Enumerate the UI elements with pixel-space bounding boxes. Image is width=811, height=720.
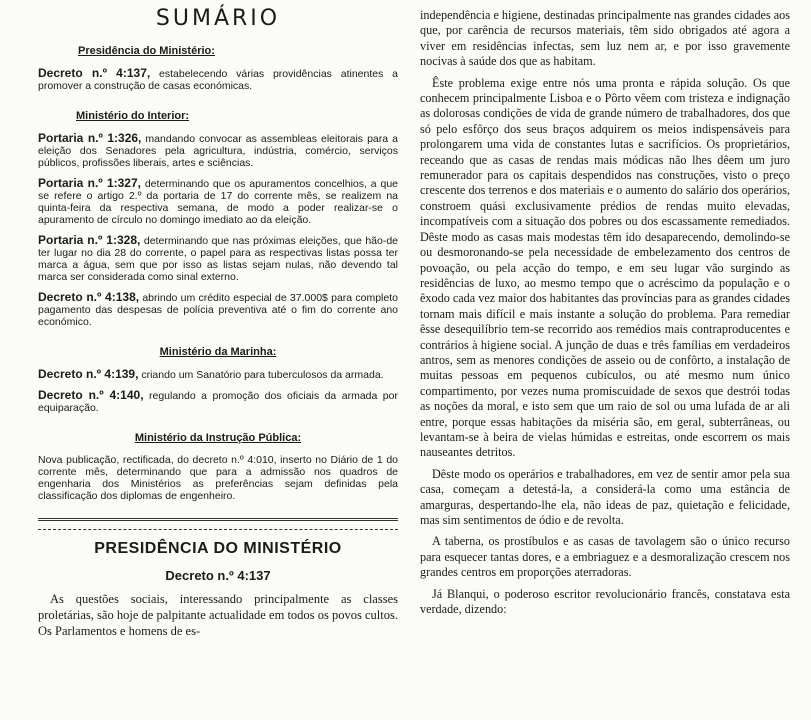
entry-text: estabelecendo várias providências atinentes a promover a construção de casas económicas. xyxy=(38,68,398,92)
decree-title: Decreto n.º 4:137 xyxy=(165,568,271,583)
article-column xyxy=(420,8,790,623)
entry-text: mandando convocar as assembleas eleitorais para a eleição dos Senadores pela agricultura, indústria, comércio, serviços públicos, profissões liberais, artes e sciências. xyxy=(38,133,398,169)
entry-text: determinando que os apuramentos concelhios, a que se refere o artigo 2.º da portaria de 17 do corrente mês, se realizem na quinta-feira da respectiva semana, de modo a poder realizar-se o apuramento de círculo no domingo imediato ao da eleição. xyxy=(38,178,398,226)
entry-text: regulando a promoção dos oficiais da armada por equiparação. xyxy=(38,390,398,414)
entry-lead: Portaria n.º 1:328, xyxy=(38,233,141,247)
article-paragraph: Já Blanqui, o poderoso escritor revolucionário francês, constatava esta verdade, dizendo: xyxy=(420,586,790,617)
summary-column xyxy=(38,6,398,639)
article-paragraph: A taberna, os prostíbulos e as casas de tavolagem são o único recurso para esquecer tantas dores, e a embriaguez e a desmoralização crescem nos grandes centros em proporções aterradoras. xyxy=(420,534,790,580)
entry-lead: Decreto n.º 4:138, xyxy=(38,290,140,304)
section-divider xyxy=(38,518,398,530)
article-paragraph: Êste problema exige entre nós uma pronta e rápida solução. Os que conhecem principalmente Lisboa e o Pôrto vêem com tristeza e indignação as dolorosas condições de vida de grande número de trabalhadores, dos que só pelo esfôrço dos seus braços adquirem os meios indispensáveis para prolongarem uma vida de constantes lutas e sacrifícios. Os proprietários, receando que as casas de rendas mais módicas não lhes dêem um juro remunerador para os capitais despendidos nas construções, visto o preço crescente dos terrenos e dos materiais e o aumento do salário dos operários, constroem quási exclusivamente prédios de rendas muito elevadas, incompatíveis com a situação dos pobres ou dos escassamente remediados. Dêste modo as casas mais modestas têm ido desaparecendo, demolindo-se ou desmoronando-se pela necessidade de embelezamento dos centros de povoação, ou pela acção do tempo, e em seu lugar vão surgindo as residências de luxo, ao mesmo tempo que o acréscimo da população e o êxodo cada vez maior dos habitantes das províncias para as grandes cidades tornam mais difícil e mais instante a solução do problema. Para remediar êsse desequilíbrio tem-se recorrido aos remédios mais contraproducentes e contrários à higiene social. A junção de duas e três famílias em verdadeiros antros, sem as menores condições de asseio ou de confôrto, a instalação de muitas pessoas em pequenos cubículos, ou até mesmo num único compartimento, por vezes numa promiscuidade de sexos que destrói todas as noções da moral, e isto sem que um raio de sol ou uma lufada de ar ali entre, porque essas habitações da miséria são, em geral, subterrâneas, ou levantam-se à beira de vielas húmidas e estreitas, onde escorrem os mais nauseantes detritos. xyxy=(420,75,790,460)
entry-text: determinando que nas próximas eleições, que hão-de ter lugar no dia 28 do corrente, o papel para as respectivas listas possa ter marca a água, sem que por isso as listas sejam nulas, não devendo tal marca ser considerada como sinal externo. xyxy=(38,235,399,283)
entry-lead: Portaria n.º 1:327, xyxy=(38,176,141,190)
ministry-heading-interior: Ministério do Interior: xyxy=(76,110,190,122)
summary-entry xyxy=(38,177,398,226)
summary-title: SUMÁRIO xyxy=(155,6,281,31)
section-title: PRESIDÊNCIA DO MINISTÉRIO xyxy=(94,540,342,557)
summary-entry xyxy=(38,132,398,169)
entry-text: criando um Sanatório para tuberculosos da armada. xyxy=(138,369,384,381)
summary-entry xyxy=(38,454,398,502)
entry-lead: Decreto n.º 4:139, xyxy=(38,367,139,381)
ministry-heading-instrucao: Ministério da Instrução Pública: xyxy=(134,432,302,444)
entry-lead: Decreto n.º 4:137, xyxy=(38,66,151,80)
ministry-heading-presidencia: Presidência do Ministério: xyxy=(78,45,215,57)
summary-entry xyxy=(38,291,398,328)
article-paragraph: Dêste modo os operários e trabalhadores, em vez de sentir amor pela sua casa, começam a detestá-la, a considerá-la como uma estância de amarguras, despertando-lhe ela, não ideas de paz, quietação e felicidade, mas sim sentimentos de ódio e de revolta. xyxy=(420,466,790,527)
summary-entry xyxy=(38,234,398,283)
entry-lead: Portaria n.º 1:326, xyxy=(38,131,142,145)
summary-entry xyxy=(38,67,398,92)
decree-opening-paragraph: As questões sociais, interessando principalmente as classes proletárias, são hoje de palpitante actualidade em todos os povos cultos. Os Parlamentos e homens de es- xyxy=(38,592,398,638)
summary-entry xyxy=(38,368,398,381)
article-paragraph: independência e higiene, destinadas principalmente nas grandes cidades aos que, por carência de recursos materiais, têm sido obrigados até agora a viver em residências infectas, sem luz nem ar, e por isso gravemente nocivas à saúde dos que as habitam. xyxy=(420,8,790,69)
summary-entry xyxy=(38,389,398,414)
ministry-heading-marinha: Ministério da Marinha: xyxy=(159,346,277,358)
entry-text: Nova publicação, rectificada, do decreto n.º 4:010, inserto no Diário de 1 do corrente mês, determinando que para a admissão nos quadros de engenharia dos Ministérios as preferências sejam definidas pela classificação dos diplomas de engenheiro. xyxy=(38,454,398,502)
entry-lead: Decreto n.º 4:140, xyxy=(38,388,144,402)
entry-text: abrindo um crédito especial de 37.000$ para completo pagamento das despesas de polícia preventiva até o fim do corrente ano económico. xyxy=(38,292,398,328)
